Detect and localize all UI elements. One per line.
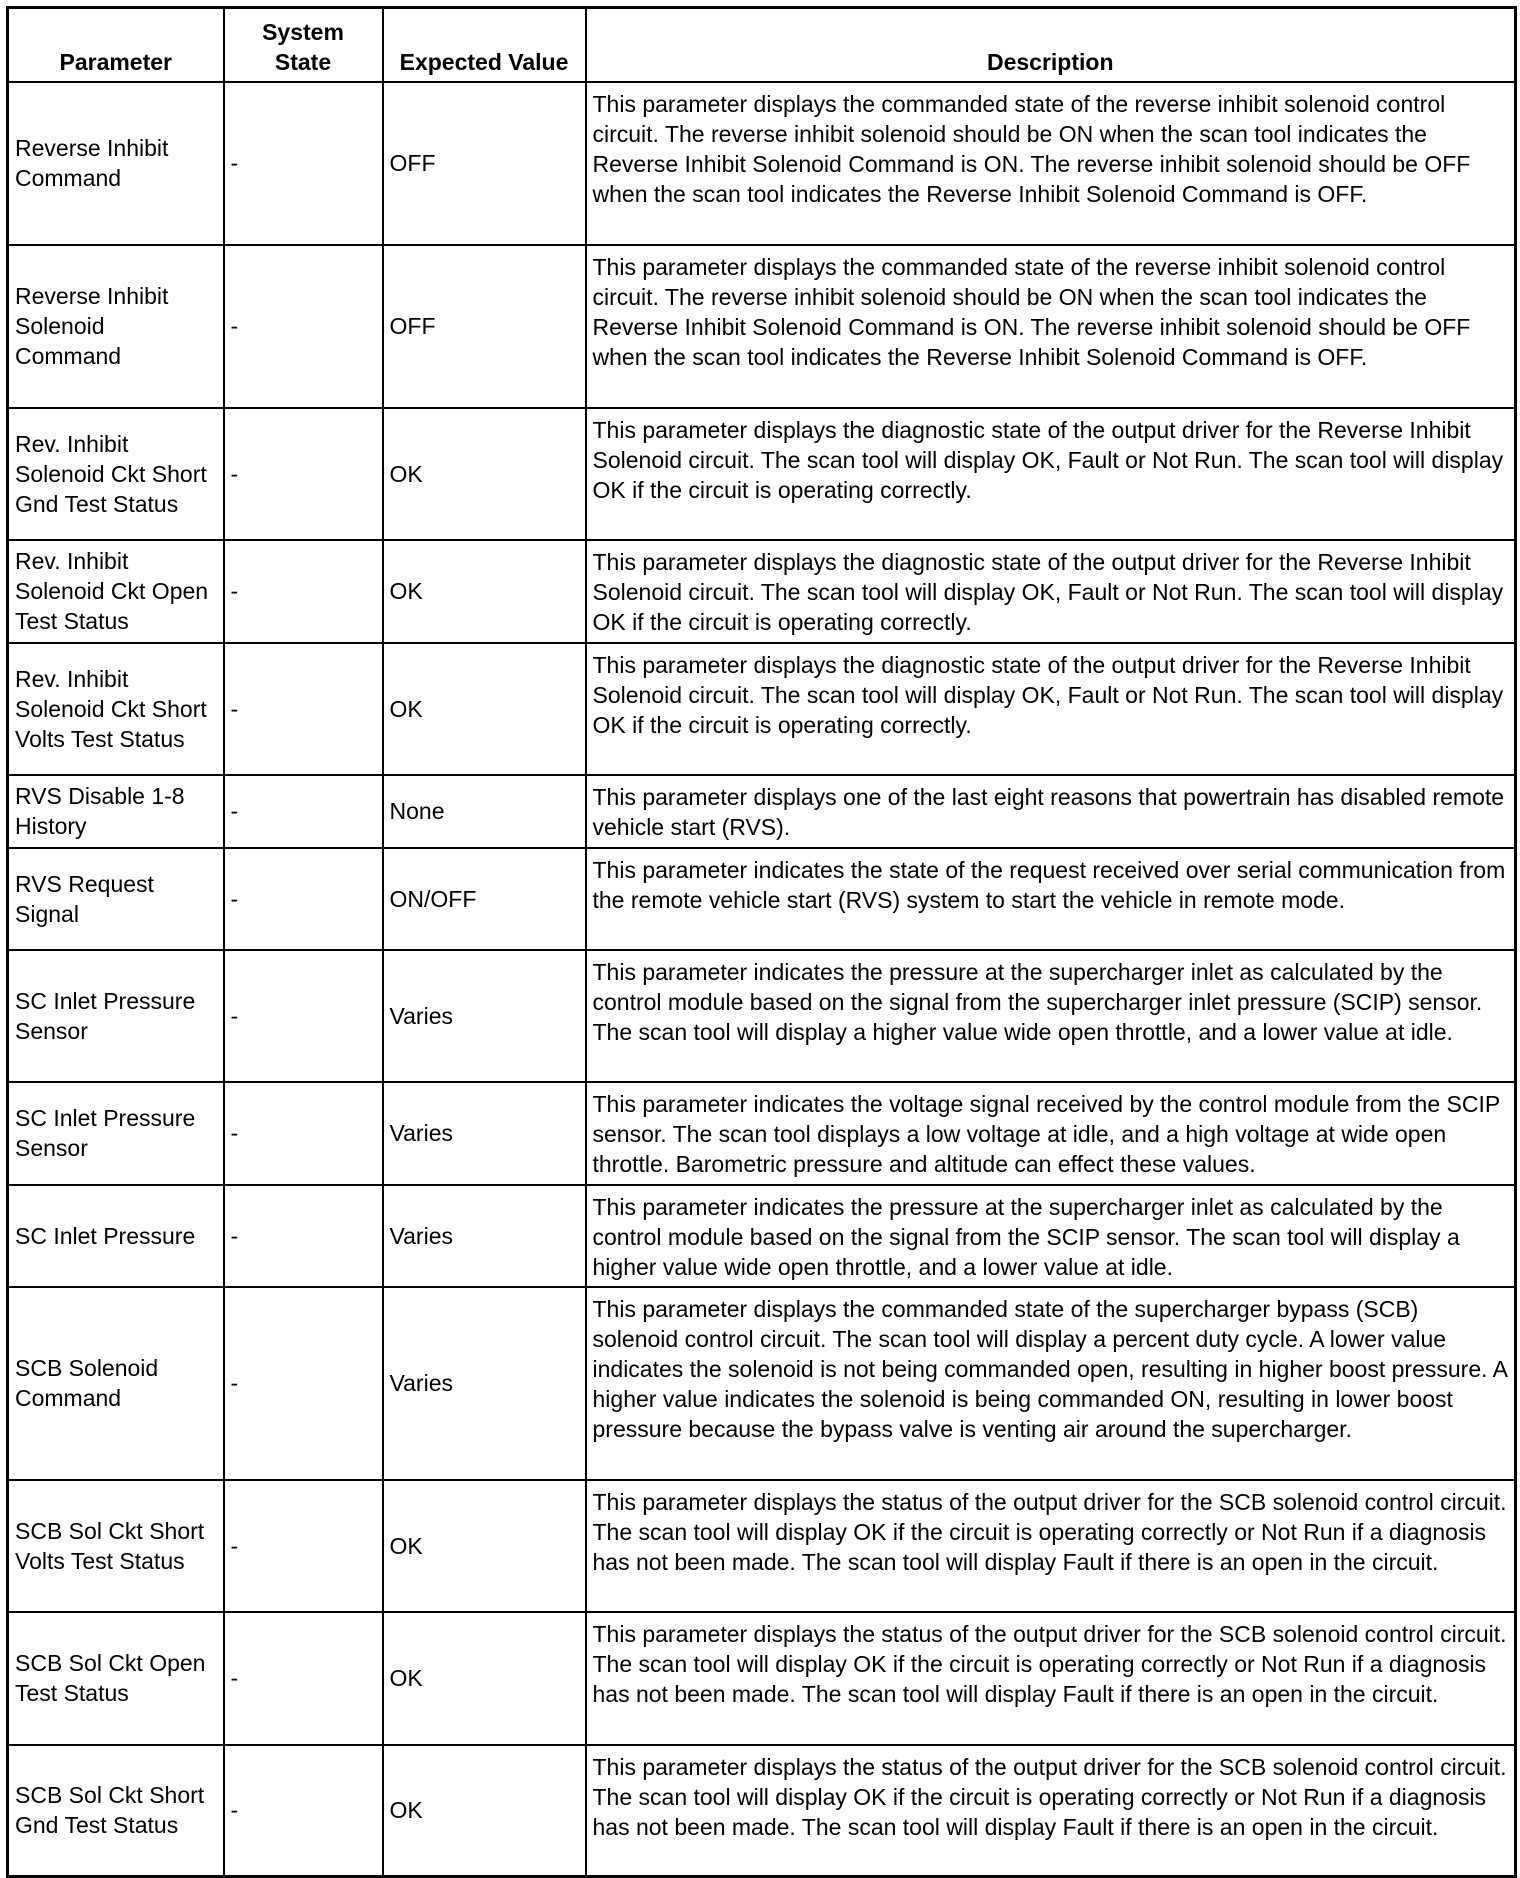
row-expected-value: OFF xyxy=(383,245,586,408)
row-parameter: SC Inlet Pressure xyxy=(8,1185,224,1287)
row-description: This parameter indicates the voltage signal received by the control module from the SCIP sensor. The scan tool displays a low voltage at idle, and a high voltage at wide open throttle. Barometric pressure and altitude can effect these values. xyxy=(586,1082,1516,1185)
row-system-state: - xyxy=(224,1082,383,1185)
row-description: This parameter displays the commanded state of the reverse inhibit solenoid control circuit. The reverse inhibit solenoid should be ON when the scan tool indicates the Reverse Inhibit Solenoid Command is ON. The reverse inhibit solenoid should be OFF when the scan tool indicates the Reverse Inhibit Solenoid Command is OFF. xyxy=(586,245,1516,408)
table-row xyxy=(8,540,1516,643)
row-system-state: - xyxy=(224,82,383,245)
row-system-state: - xyxy=(224,848,383,950)
row-system-state: - xyxy=(224,643,383,775)
table-row xyxy=(8,1185,1516,1287)
row-parameter: SCB Sol Ckt Short Gnd Test Status xyxy=(8,1745,224,1877)
row-description: This parameter displays the diagnostic state of the output driver for the Reverse Inhibit Solenoid circuit. The scan tool will display OK, Fault or Not Run. The scan tool will display OK if the circuit is operating correctly. xyxy=(586,540,1516,643)
row-parameter: RVS Request Signal xyxy=(8,848,224,950)
row-expected-value: Varies xyxy=(383,1185,586,1287)
row-description: This parameter displays the diagnostic state of the output driver for the Reverse Inhibit Solenoid circuit. The scan tool will display OK, Fault or Not Run. The scan tool will display OK if the circuit is operating correctly. xyxy=(586,408,1516,540)
row-expected-value: None xyxy=(383,775,586,848)
header-expected-value: Expected Value xyxy=(383,8,586,82)
parameter-table xyxy=(6,6,1517,1878)
row-parameter: SCB Sol Ckt Short Volts Test Status xyxy=(8,1480,224,1612)
row-system-state: - xyxy=(224,1745,383,1877)
row-expected-value: Varies xyxy=(383,1287,586,1480)
table-header xyxy=(8,8,1516,82)
row-expected-value: OK xyxy=(383,408,586,540)
row-expected-value: OK xyxy=(383,540,586,643)
row-parameter: RVS Disable 1-8 History xyxy=(8,775,224,848)
row-system-state: - xyxy=(224,775,383,848)
table-row xyxy=(8,1082,1516,1185)
row-description: This parameter indicates the state of the request received over serial communication from the remote vehicle start (RVS) system to start the vehicle in remote mode. xyxy=(586,848,1516,950)
row-description: This parameter displays the status of the output driver for the SCB solenoid control circuit. The scan tool will display OK if the circuit is operating correctly or Not Run if a diagnosis has not been made. The scan tool will display Fault if there is an open in the circuit. xyxy=(586,1480,1516,1612)
table-body xyxy=(8,82,1516,1877)
row-description: This parameter displays the commanded state of the supercharger bypass (SCB) solenoid control circuit. The scan tool will display a percent duty cycle. A lower value indicates the solenoid is not being commanded open, resulting in higher boost pressure. A higher value indicates the solenoid is being commanded ON, resulting in lower boost pressure because the bypass valve is venting air around the supercharger. xyxy=(586,1287,1516,1480)
row-description: This parameter displays one of the last eight reasons that powertrain has disabled remote vehicle start (RVS). xyxy=(586,775,1516,848)
row-system-state: - xyxy=(224,1612,383,1745)
row-system-state: - xyxy=(224,540,383,643)
row-description: This parameter indicates the pressure at the supercharger inlet as calculated by the control module based on the signal from the supercharger inlet pressure (SCIP) sensor. The scan tool will display a higher value wide open throttle, and a lower value at idle. xyxy=(586,950,1516,1082)
table-row xyxy=(8,950,1516,1082)
row-system-state: - xyxy=(224,1287,383,1480)
row-expected-value: OK xyxy=(383,1480,586,1612)
table-row xyxy=(8,1480,1516,1612)
row-expected-value: Varies xyxy=(383,950,586,1082)
row-system-state: - xyxy=(224,408,383,540)
row-expected-value: OFF xyxy=(383,82,586,245)
row-parameter: SC Inlet Pressure Sensor xyxy=(8,1082,224,1185)
row-parameter: SCB Sol Ckt Open Test Status xyxy=(8,1612,224,1745)
table-row xyxy=(8,1745,1516,1877)
row-description: This parameter displays the status of the output driver for the SCB solenoid control circuit. The scan tool will display OK if the circuit is operating correctly or Not Run if a diagnosis has not been made. The scan tool will display Fault if there is an open in the circuit. xyxy=(586,1745,1516,1877)
row-expected-value: ON/OFF xyxy=(383,848,586,950)
table-row xyxy=(8,643,1516,775)
row-parameter: SCB Solenoid Command xyxy=(8,1287,224,1480)
row-description: This parameter displays the status of the output driver for the SCB solenoid control circuit. The scan tool will display OK if the circuit is operating correctly or Not Run if a diagnosis has not been made. The scan tool will display Fault if there is an open in the circuit. xyxy=(586,1612,1516,1745)
row-expected-value: OK xyxy=(383,643,586,775)
row-parameter: Reverse Inhibit Solenoid Command xyxy=(8,245,224,408)
header-parameter: Parameter xyxy=(8,8,224,82)
header-row xyxy=(8,8,1516,82)
header-description: Description xyxy=(586,8,1516,82)
row-parameter: Rev. Inhibit Solenoid Ckt Short Gnd Test Status xyxy=(8,408,224,540)
row-expected-value: Varies xyxy=(383,1082,586,1185)
row-parameter: SC Inlet Pressure Sensor xyxy=(8,950,224,1082)
table-row xyxy=(8,848,1516,950)
table-row xyxy=(8,1612,1516,1745)
row-system-state: - xyxy=(224,1185,383,1287)
table-row xyxy=(8,408,1516,540)
table-row xyxy=(8,1287,1516,1480)
row-expected-value: OK xyxy=(383,1745,586,1877)
row-system-state: - xyxy=(224,245,383,408)
table-row xyxy=(8,775,1516,848)
row-description: This parameter displays the commanded state of the reverse inhibit solenoid control circuit. The reverse inhibit solenoid should be ON when the scan tool indicates the Reverse Inhibit Solenoid Command is ON. The reverse inhibit solenoid should be OFF when the scan tool indicates the Reverse Inhibit Solenoid Command is OFF. xyxy=(586,82,1516,245)
row-parameter: Reverse Inhibit Command xyxy=(8,82,224,245)
row-expected-value: OK xyxy=(383,1612,586,1745)
row-system-state: - xyxy=(224,950,383,1082)
table-row xyxy=(8,82,1516,245)
row-parameter: Rev. Inhibit Solenoid Ckt Open Test Status xyxy=(8,540,224,643)
row-system-state: - xyxy=(224,1480,383,1612)
table-row xyxy=(8,245,1516,408)
row-parameter: Rev. Inhibit Solenoid Ckt Short Volts Test Status xyxy=(8,643,224,775)
row-description: This parameter indicates the pressure at the supercharger inlet as calculated by the control module based on the signal from the SCIP sensor. The scan tool will display a higher value wide open throttle, and a lower value at idle. xyxy=(586,1185,1516,1287)
header-system-state: System State xyxy=(224,8,383,82)
row-description: This parameter displays the diagnostic state of the output driver for the Reverse Inhibit Solenoid circuit. The scan tool will display OK, Fault or Not Run. The scan tool will display OK if the circuit is operating correctly. xyxy=(586,643,1516,775)
